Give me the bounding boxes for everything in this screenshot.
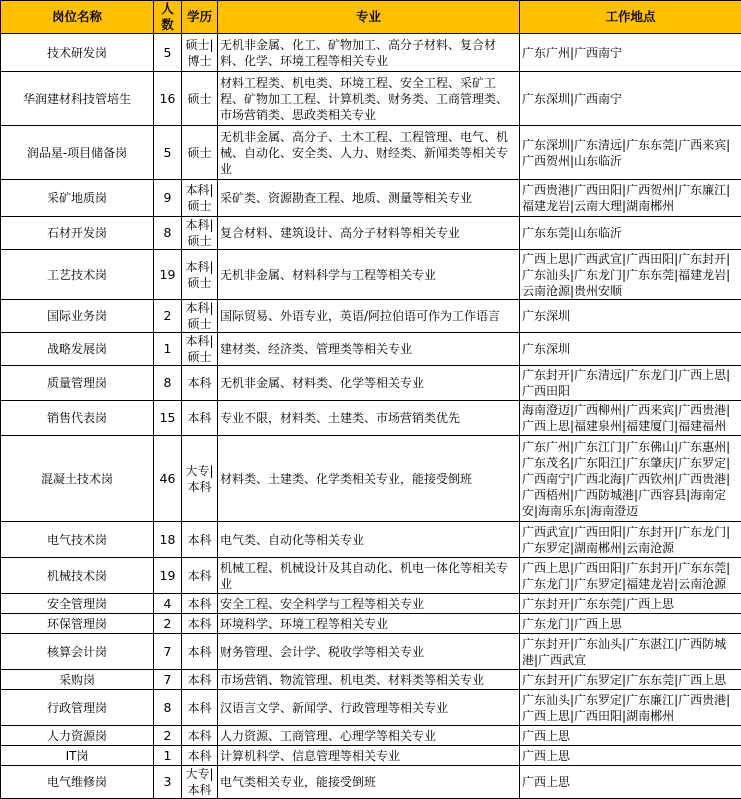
location-cell: 广东广州|广西南宁 (520, 34, 741, 72)
education-cell: 本科|硕士 (182, 180, 218, 217)
table-row (1, 333, 741, 366)
education-cell: 本科|硕士 (182, 300, 218, 333)
header-education: 学历 (182, 1, 218, 34)
position-name-cell: 电气维修岗 (1, 766, 154, 799)
position-name-cell: 国际业务岗 (1, 300, 154, 333)
position-name-cell: 核算会计岗 (1, 634, 154, 670)
location-cell: 广西上思 (520, 726, 741, 746)
major-cell: 无机非金属、化工、矿物加工、高分子材料、复合材料、化学、环境工程等相关专业 (218, 34, 520, 72)
table-row (1, 34, 741, 72)
education-cell: 本科 (182, 401, 218, 436)
location-cell: 广东封开|广东汕头|广东湛江|广西防城港|广西武宣 (520, 634, 741, 670)
table-row (1, 300, 741, 333)
position-name-cell: 环保管理岗 (1, 614, 154, 634)
education-cell: 硕士 (182, 126, 218, 180)
major-cell: 复合材料、建筑设计、高分子材料等相关专业 (218, 217, 520, 250)
education-cell: 本科 (182, 614, 218, 634)
major-cell: 财务管理、会计学、税收学等相关专业 (218, 634, 520, 670)
location-cell: 广东深圳 (520, 300, 741, 333)
position-name-cell: 石材开发岗 (1, 217, 154, 250)
table-row (1, 766, 741, 799)
education-cell: 本科 (182, 746, 218, 766)
major-cell: 市场营销、物流管理、机电类、材料类等相关专业 (218, 670, 520, 690)
position-name-cell: 机械技术岗 (1, 558, 154, 594)
headcount-cell: 19 (154, 558, 182, 594)
headcount-cell: 16 (154, 72, 182, 126)
major-cell: 材料类、土建类、化学类相关专业，能接受倒班 (218, 436, 520, 522)
position-name-cell: 行政管理岗 (1, 690, 154, 726)
education-cell: 本科|硕士 (182, 250, 218, 300)
education-cell: 本科|硕士 (182, 217, 218, 250)
headcount-cell: 19 (154, 250, 182, 300)
location-cell: 广东汕头|广东罗定|广东廉江|广西贵港|广西上思|广西田阳|湖南郴州 (520, 690, 741, 726)
major-cell: 国际贸易、外语专业，英语/阿拉伯语可作为工作语言 (218, 300, 520, 333)
position-name-cell: 工艺技术岗 (1, 250, 154, 300)
location-cell: 广西上思 (520, 746, 741, 766)
location-cell: 海南澄迈|广西柳州|广西来宾|广西贵港|广西上思|福建泉州|福建厦门|福建福州 (520, 401, 741, 436)
major-cell: 电气类、自动化等相关专业 (218, 522, 520, 558)
headcount-cell: 8 (154, 366, 182, 401)
table-row (1, 250, 741, 300)
location-cell: 广东东莞|山东临沂 (520, 217, 741, 250)
headcount-cell: 4 (154, 594, 182, 614)
table-row (1, 594, 741, 614)
position-name-cell: 质量管理岗 (1, 366, 154, 401)
location-cell: 广东广州|广东江门|广东佛山|广东惠州|广东茂名|广东阳江|广东肇庆|广东罗定|广西南宁|广西北海|广西钦州|广西贵港|广西梧州|广西防城港|广西容县|海南定安|海南乐东|海南澄迈 (520, 436, 741, 522)
table-row (1, 436, 741, 522)
table-row (1, 726, 741, 746)
major-cell: 计算机科学、信息管理等相关专业 (218, 746, 520, 766)
education-cell: 大专|本科 (182, 436, 218, 522)
headcount-cell: 8 (154, 690, 182, 726)
education-cell: 本科 (182, 670, 218, 690)
table-row (1, 217, 741, 250)
headcount-cell: 7 (154, 634, 182, 670)
education-cell: 本科 (182, 366, 218, 401)
table-row (1, 614, 741, 634)
position-name-cell: IT岗 (1, 746, 154, 766)
table-row (1, 522, 741, 558)
education-cell: 本科 (182, 634, 218, 670)
position-name-cell: 采矿地质岗 (1, 180, 154, 217)
education-cell: 硕士|博士 (182, 34, 218, 72)
major-cell: 无机非金属、材料类、化学等相关专业 (218, 366, 520, 401)
location-cell: 广东封开|广东罗定|广东东莞|广西上思 (520, 670, 741, 690)
location-cell: 广西上思|广西田阳|广东封开|广东东莞|广东龙门|广东罗定|福建龙岩|云南沧源 (520, 558, 741, 594)
major-cell: 汉语言文学、新闻学、行政管理等相关专业 (218, 690, 520, 726)
education-cell: 大专|本科 (182, 766, 218, 799)
headcount-cell: 1 (154, 333, 182, 366)
location-cell: 广西武宣|广西田阳|广东封开|广东龙门|广东罗定|湖南郴州|云南沧源 (520, 522, 741, 558)
position-name-cell: 华润建材科技管培生 (1, 72, 154, 126)
position-name-cell: 人力资源岗 (1, 726, 154, 746)
headcount-cell: 7 (154, 670, 182, 690)
education-cell: 硕士 (182, 72, 218, 126)
major-cell: 电气类相关专业，能接受倒班 (218, 766, 520, 799)
major-cell: 无机非金属、材料科学与工程等相关专业 (218, 250, 520, 300)
education-cell: 本科 (182, 690, 218, 726)
table-row (1, 126, 741, 180)
major-cell: 建材类、经济类、管理类等相关专业 (218, 333, 520, 366)
headcount-cell: 5 (154, 126, 182, 180)
location-cell: 广西上思|广西武宣|广西田阳|广东封开|广东汕头|广东龙门|广东东莞|福建龙岩|云南沧源|贵州安顺 (520, 250, 741, 300)
location-cell: 广东深圳 (520, 333, 741, 366)
headcount-cell: 46 (154, 436, 182, 522)
header-position-name: 岗位名称 (1, 1, 154, 34)
major-cell: 无机非金属、高分子、土木工程、工程管理、电气、机械、自动化、安全类、人力、财经类、新闻类等相关专业 (218, 126, 520, 180)
major-cell: 采矿类、资源勘查工程、地质、测量等相关专业 (218, 180, 520, 217)
major-cell: 环境科学、环境工程等相关专业 (218, 614, 520, 634)
headcount-cell: 15 (154, 401, 182, 436)
headcount-cell: 18 (154, 522, 182, 558)
table-header-row (1, 1, 741, 34)
position-name-cell: 战略发展岗 (1, 333, 154, 366)
position-name-cell: 采购岗 (1, 670, 154, 690)
education-cell: 本科 (182, 726, 218, 746)
major-cell: 人力资源、工商管理、心理学等相关专业 (218, 726, 520, 746)
header-location: 工作地点 (520, 1, 741, 34)
location-cell: 广东龙门|广西上思 (520, 614, 741, 634)
table-row (1, 72, 741, 126)
major-cell: 安全工程、安全科学与工程等相关专业 (218, 594, 520, 614)
major-cell: 材料工程类、机电类、环境工程、安全工程、采矿工程、矿物加工工程、计算机类、财务类、工商管理类、市场营销类、思政类相关专业 (218, 72, 520, 126)
position-name-cell: 电气技术岗 (1, 522, 154, 558)
headcount-cell: 9 (154, 180, 182, 217)
position-name-cell: 润品星-项目储备岗 (1, 126, 154, 180)
table-row (1, 670, 741, 690)
headcount-cell: 8 (154, 217, 182, 250)
table-row (1, 690, 741, 726)
education-cell: 本科 (182, 558, 218, 594)
education-cell: 本科 (182, 594, 218, 614)
position-name-cell: 混凝土技术岗 (1, 436, 154, 522)
headcount-cell: 5 (154, 34, 182, 72)
table-row (1, 401, 741, 436)
table-row (1, 634, 741, 670)
location-cell: 广东深圳|广东清远|广东东莞|广西来宾|广西贺州|山东临沂 (520, 126, 741, 180)
headcount-cell: 2 (154, 614, 182, 634)
headcount-cell: 1 (154, 746, 182, 766)
table-row (1, 366, 741, 401)
location-cell: 广东封开|广东清远|广东龙门|广西上思|广西田阳 (520, 366, 741, 401)
major-cell: 专业不限，材料类、土建类、市场营销类优先 (218, 401, 520, 436)
education-cell: 本科|硕士 (182, 333, 218, 366)
header-major: 专业 (218, 1, 520, 34)
table-body (1, 34, 741, 799)
table-row (1, 180, 741, 217)
headcount-cell: 2 (154, 726, 182, 746)
table-row (1, 558, 741, 594)
header-headcount: 人数 (154, 1, 182, 34)
education-cell: 本科 (182, 522, 218, 558)
position-name-cell: 销售代表岗 (1, 401, 154, 436)
position-name-cell: 技术研发岗 (1, 34, 154, 72)
location-cell: 广西贵港|广西田阳|广西贺州|广东廉江|福建龙岩|云南大理|湖南郴州 (520, 180, 741, 217)
position-name-cell: 安全管理岗 (1, 594, 154, 614)
location-cell: 广东深圳|广西南宁 (520, 72, 741, 126)
table-row (1, 746, 741, 766)
major-cell: 机械工程、机械设计及其自动化、机电一体化等相关专业 (218, 558, 520, 594)
location-cell: 广西上思 (520, 766, 741, 799)
headcount-cell: 3 (154, 766, 182, 799)
location-cell: 广东封开|广东东莞|广西上思 (520, 594, 741, 614)
headcount-cell: 2 (154, 300, 182, 333)
